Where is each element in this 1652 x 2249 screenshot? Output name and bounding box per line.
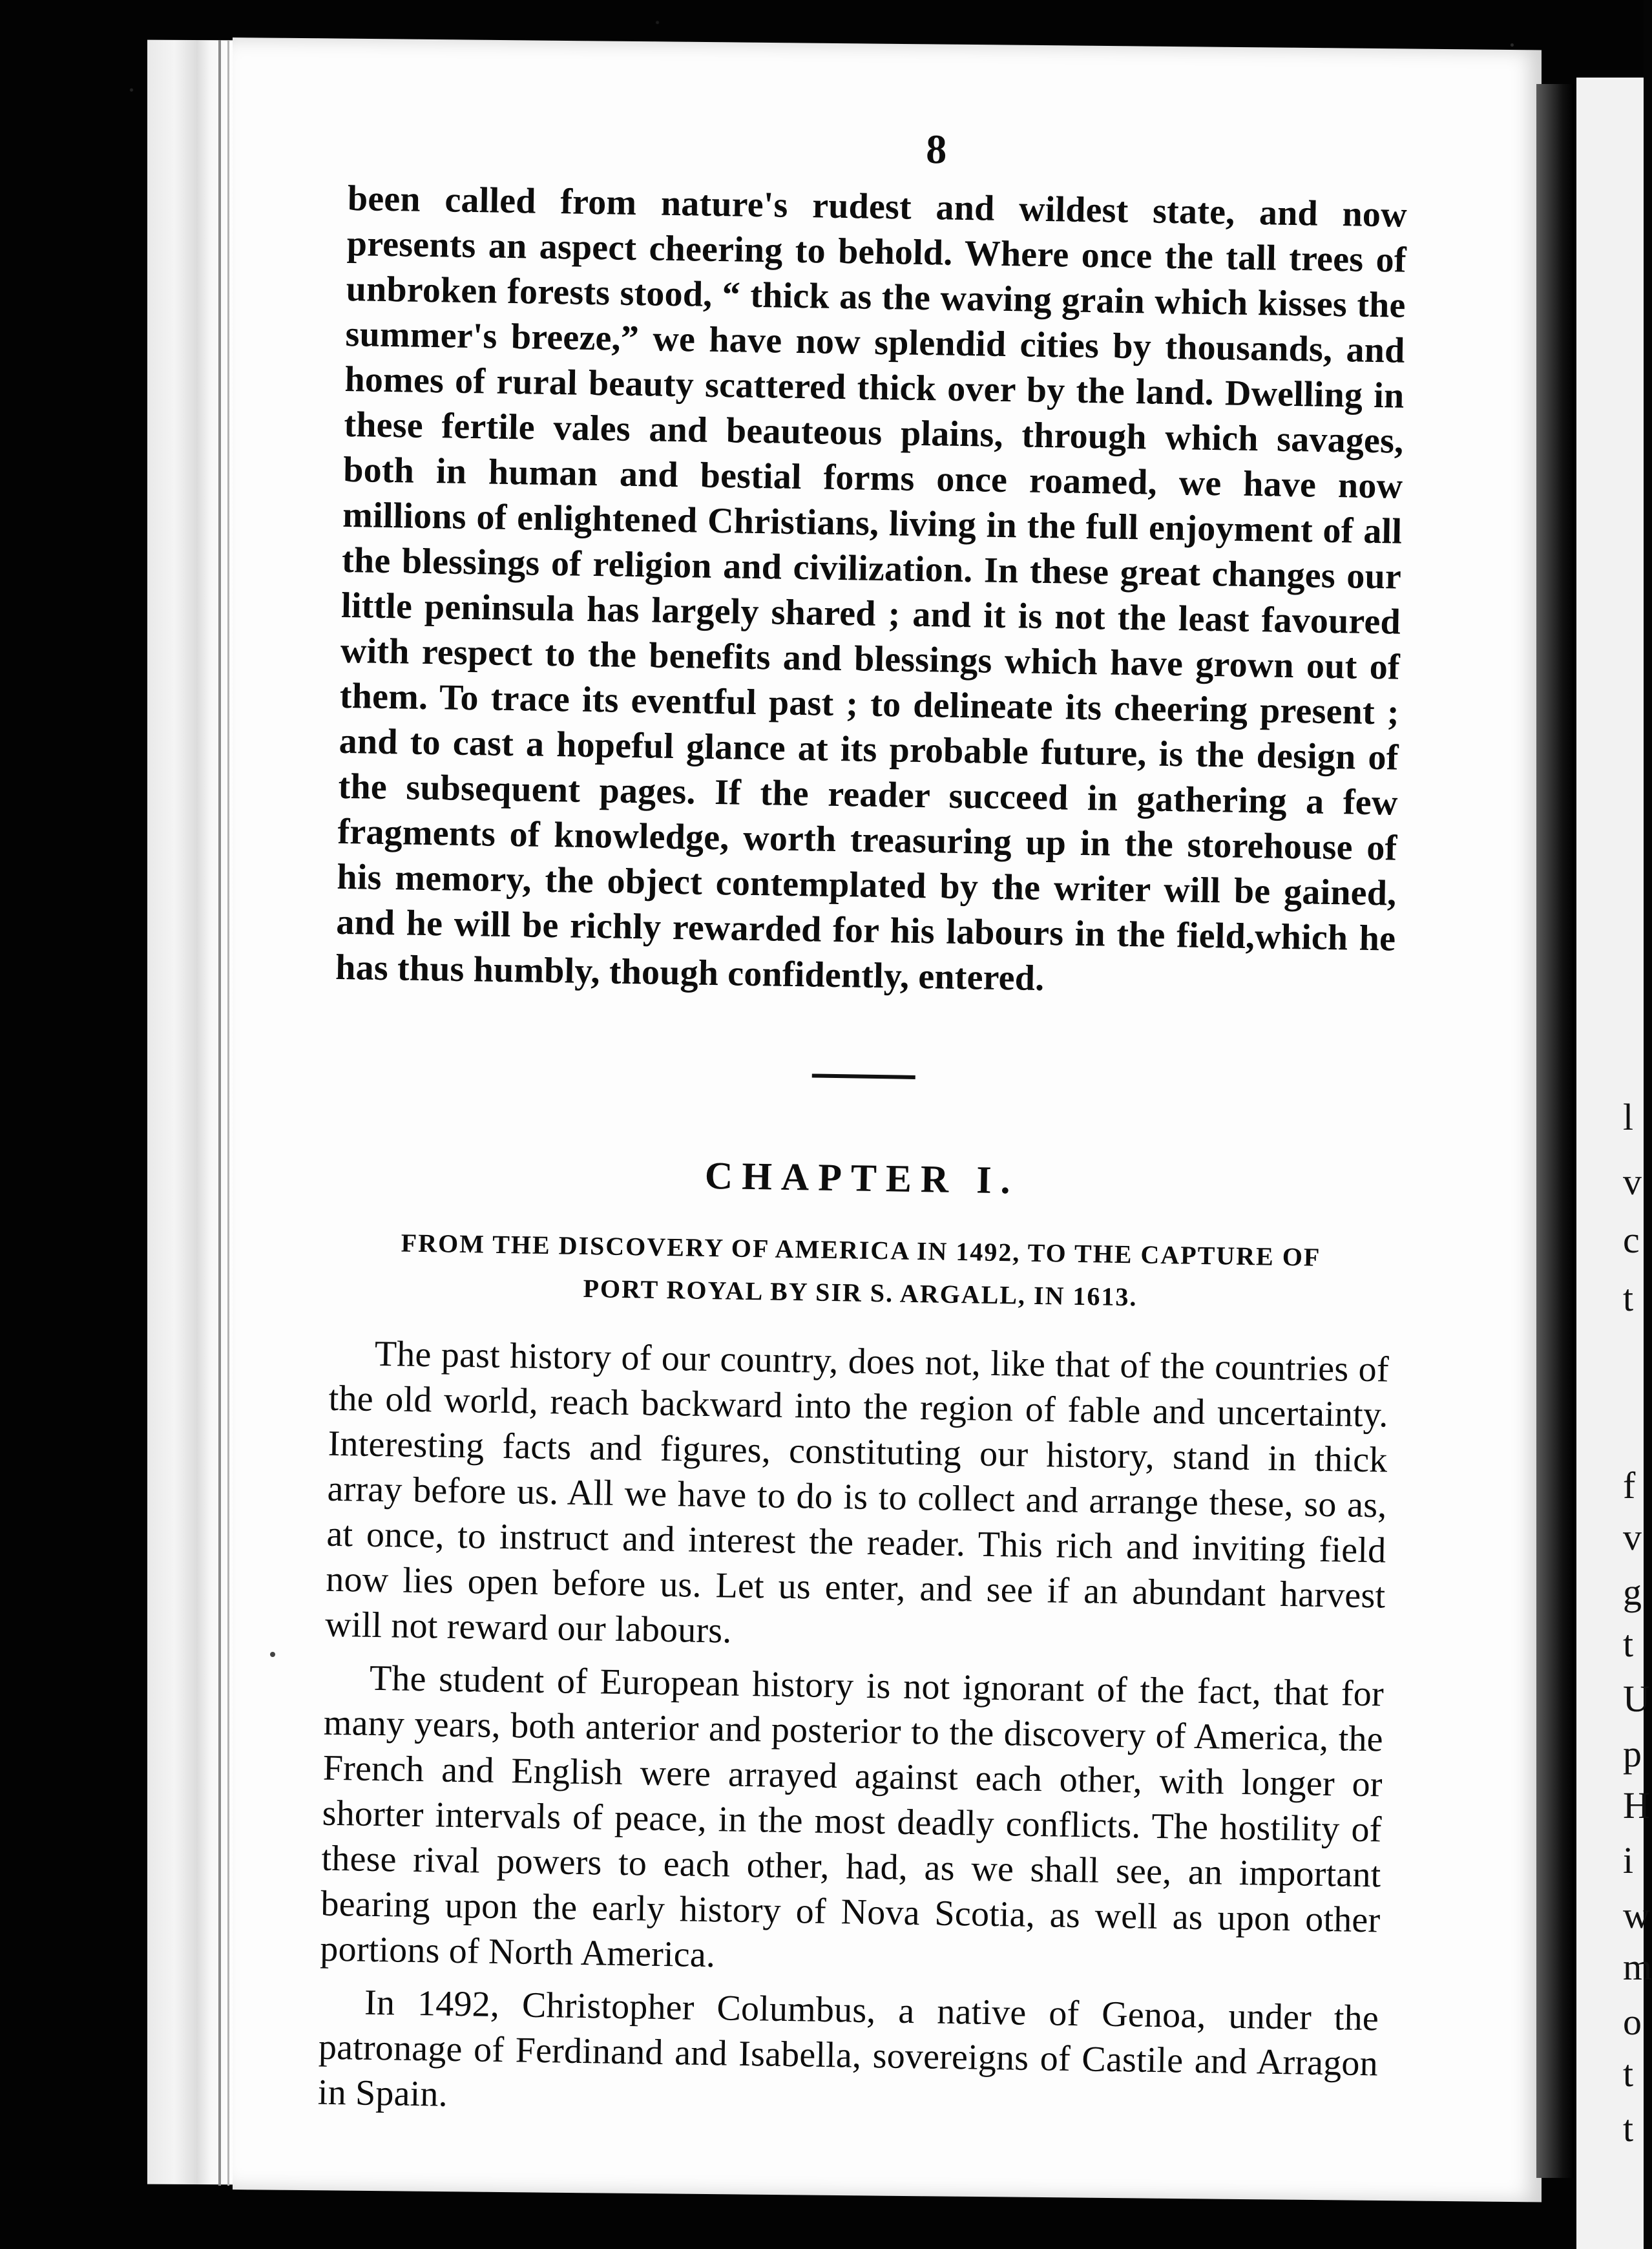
adjacent-letter: t — [1623, 1277, 1634, 1319]
chapter-title: CHAPTER I. — [704, 1154, 1020, 1202]
chapter-subtitle-line: PORT ROYAL BY SIR S. ARGALL, IN 1613. — [583, 1273, 1138, 1312]
adjacent-letter: o — [1623, 2001, 1642, 2043]
page-text — [317, 116, 1408, 2131]
adjacent-letter: f — [1623, 1464, 1636, 1506]
adjacent-letter: g — [1623, 1571, 1642, 1613]
adjacent-letter: U — [1623, 1678, 1650, 1720]
print-speck — [270, 1652, 275, 1657]
section-divider — [812, 1073, 915, 1079]
page-number: 8 — [925, 126, 947, 173]
adjacent-letter: t — [1623, 2053, 1634, 2095]
adjacent-letter: v — [1623, 1516, 1642, 1558]
gutter-line — [227, 40, 229, 2186]
gutter-line — [218, 40, 221, 2186]
adjacent-letter: t — [1623, 2107, 1634, 2149]
page-edge-shadow — [1536, 84, 1574, 2178]
adjacent-letter: t — [1623, 1623, 1634, 1665]
adjacent-letter: p — [1623, 1733, 1642, 1775]
chapter-subtitle — [330, 1221, 1391, 1323]
adjacent-letter: v — [1623, 1161, 1642, 1203]
adjacent-letter: i — [1623, 1839, 1634, 1881]
adjacent-letter: c — [1623, 1219, 1640, 1261]
body-paragraph: The past history of our country, does not, like that of the countries of the old world, reach backward into the region of fable and uncertainty. Interesting facts and figures, constituting our history, stand in thick array before us. All we have to do is to collect and arrange these, so as, at once, to instruct and interest the reader. This rich and inviting field now lies open before us. Let us enter, and see if an abundant harvest will not reward our labours. — [324, 1333, 1390, 1651]
body-paragraph: In 1492, Christopher Columbus, a native of Genoa, under the patronage of Ferdinand and Isabella, sovereigns of Castile and Arragon in Spain. — [317, 1982, 1379, 2115]
adjacent-letter: l — [1623, 1096, 1634, 1138]
intro-paragraph: been called from nature's rudest and wildest state, and now presents an aspect cheering to behold. Where once the tall trees of unbroken forests stood, “ thick as the waving grain which kisses the summer's breeze,” we have now splendid cities by thousands, and homes of rural beauty scattered thick over by the land. Dwelling in these fertile vales and beauteous plains, through which savages, both in human and bestial forms once roamed, we have now millions of enlightened Christians, living in the full enjoyment of all the blessings of religion and civilization. In these great changes our little peninsula has largely shared ; and it is not the least favoured with respect to the benefits and blessings which have grown out of them. To trace its eventful past ; to delineate its cheering present ; and to cast a hopeful glance at its probable future, is the design of the subsequent pages. If the reader succeed in gathering a few fragments of knowledge, worth treasuring up in the storehouse of his memory, the object contemplated by the writer will be gained, and he will be richly rewarded for his labours in the field,which he has thus humbly, though confidently, entered. — [335, 178, 1408, 999]
body-paragraph: The student of European history is not ignorant of the fact, that for many years, both anterior and posterior to the discovery of America, the French and English were arrayed against each other, with longer or shorter intervals of peace, in the most deadly conflicts. The hostility of these rival powers to each other, had, as we shall see, an important bearing upon the early history of Nova Scotia, as well as upon other portions of North America. — [319, 1658, 1385, 1976]
book-gutter-fold — [147, 40, 238, 2185]
chapter-subtitle-line: FROM THE DISCOVERY OF AMERICA IN 1492, TO THE CAPTURE OF — [401, 1228, 1321, 1272]
adjacent-letter: w — [1623, 1894, 1650, 1936]
adjacent-letter: m — [1623, 1946, 1652, 1988]
adjacent-letter: H — [1623, 1784, 1650, 1826]
